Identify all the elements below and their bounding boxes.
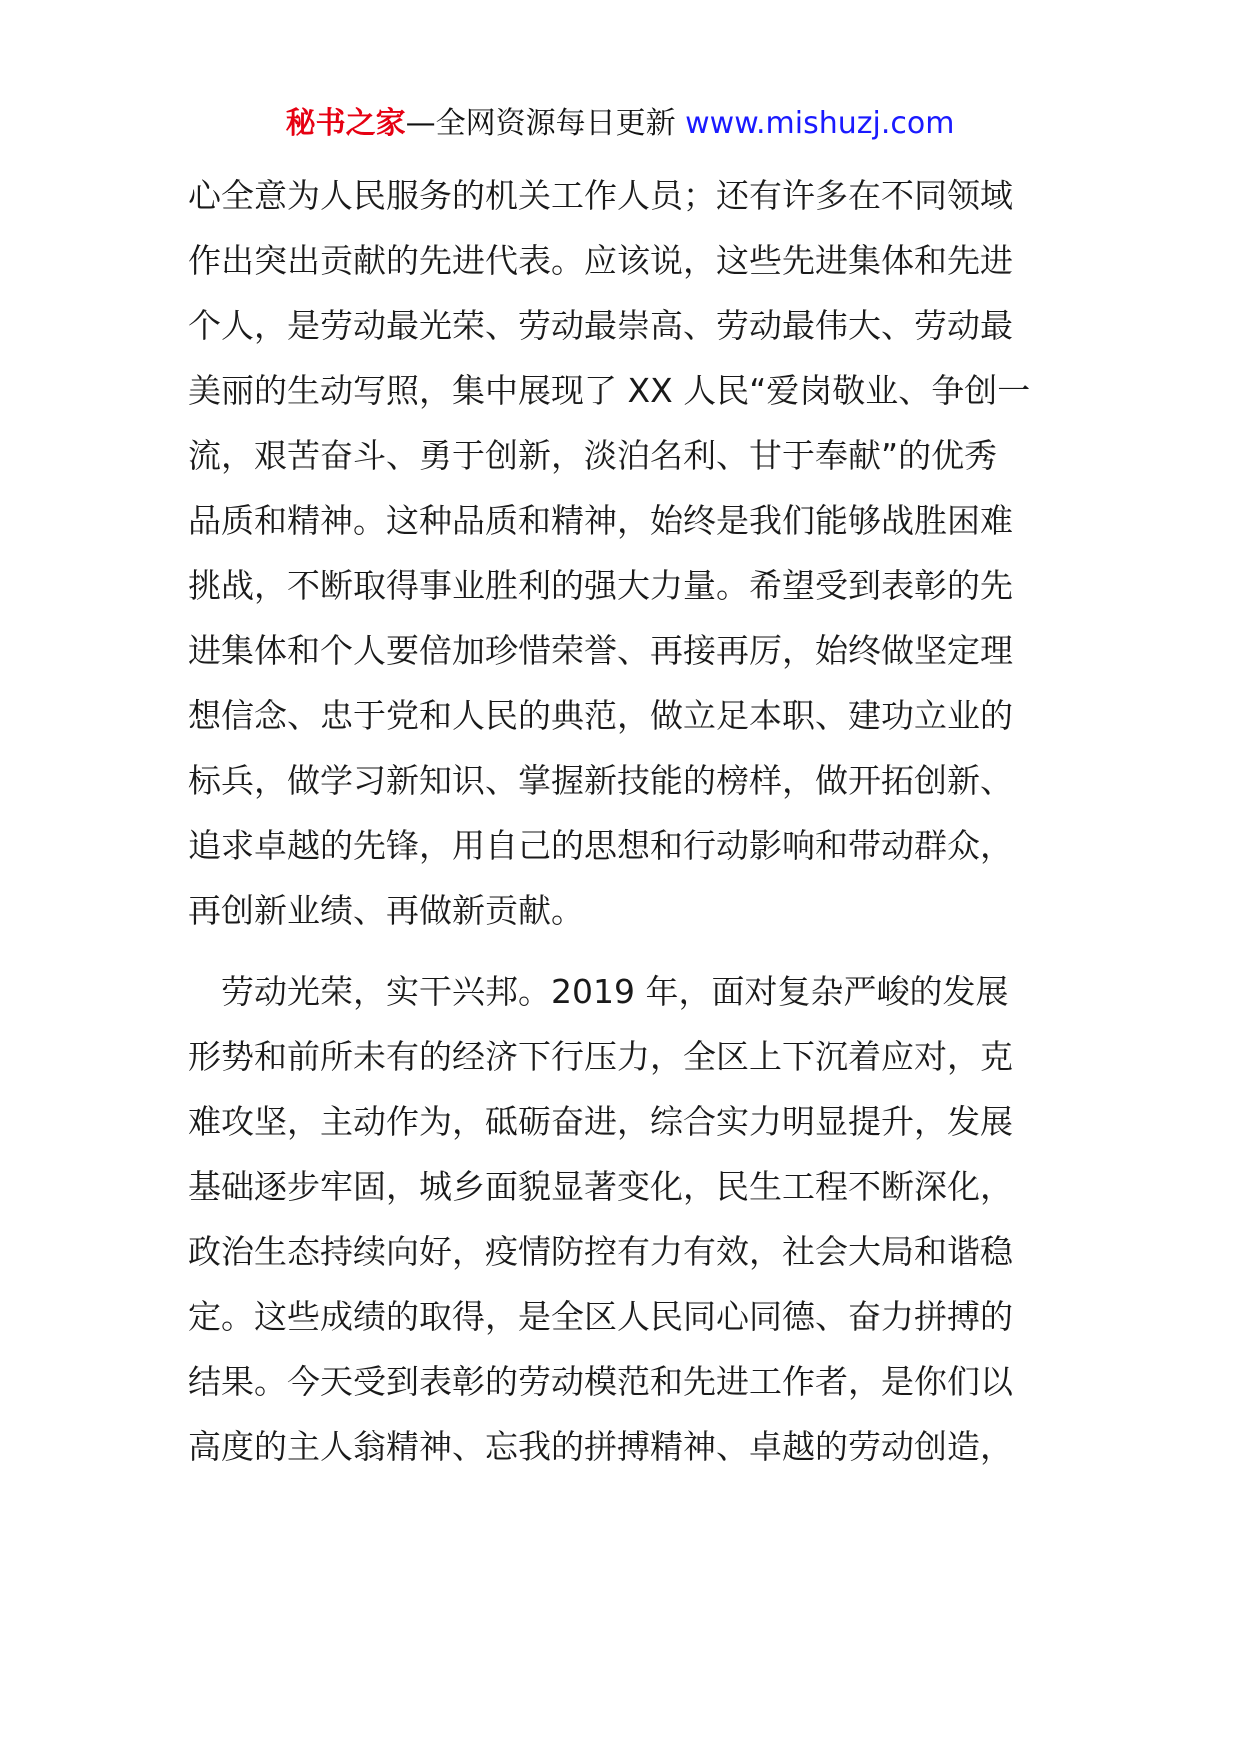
text-line: 高度的主人翁精神、忘我的拼搏精神、卓越的劳动创造， bbox=[188, 1427, 1013, 1466]
brand-name: 秘书之家 bbox=[285, 106, 406, 141]
text-line: 作出突出贡献的先进代表。应该说，这些先进集体和先进 bbox=[188, 241, 1013, 280]
text-line: 定。这些成绩的取得，是全区人民同心同德、奋力拼搏的 bbox=[188, 1297, 1013, 1336]
text-line: 结果。今天受到表彰的劳动模范和先进工作者，是你们以 bbox=[188, 1362, 1013, 1401]
document-body bbox=[188, 163, 1068, 1479]
text-line: 心全意为人民服务的机关工作人员；还有许多在不同领域 bbox=[188, 176, 1013, 215]
header-slogan: —全网资源每日更新 bbox=[405, 106, 676, 141]
text-line: 基础逐步牢固，城乡面貌显著变化，民生工程不断深化， bbox=[188, 1167, 1013, 1206]
text-line: 政治生态持续向好，疫情防控有力有效，社会大局和谐稳 bbox=[188, 1232, 1013, 1271]
text-line: 难攻坚，主动作为，砥砺奋进，综合实力明显提升，发展 bbox=[188, 1102, 1013, 1141]
text-line: 想信念、忠于党和人民的典范，做立足本职、建功立业的 bbox=[188, 696, 1013, 735]
text-line: 品质和精神。这种品质和精神，始终是我们能够战胜困难 bbox=[188, 501, 1013, 540]
paragraph-spacer bbox=[188, 943, 1068, 959]
paragraph bbox=[188, 959, 1068, 1479]
text-line: 流，艰苦奋斗、勇于创新，淡泊名利、甘于奉献”的优秀 bbox=[188, 436, 998, 475]
site-url-link[interactable]: www.mishuzj.com bbox=[685, 106, 955, 141]
text-line: 形势和前所未有的经济下行压力，全区上下沉着应对，克 bbox=[188, 1037, 1013, 1076]
paragraph bbox=[188, 163, 1068, 943]
text-line: 美丽的生动写照，集中展现了 XX 人民“爱岗敬业、争创一 bbox=[188, 371, 1031, 410]
text-line: 挑战，不断取得事业胜利的强大力量。希望受到表彰的先 bbox=[188, 566, 1013, 605]
text-line: 再创新业绩、再做新贡献。 bbox=[188, 891, 584, 930]
text-line: 标兵，做学习新知识、掌握新技能的榜样，做开拓创新、 bbox=[188, 761, 1013, 800]
page-header bbox=[0, 102, 1240, 146]
text-line: 进集体和个人要倍加珍惜荣誉、再接再厉，始终做坚定理 bbox=[188, 631, 1013, 670]
text-line: 追求卓越的先锋，用自己的思想和行动影响和带动群众， bbox=[188, 826, 1013, 865]
text-line: 个人，是劳动最光荣、劳动最崇高、劳动最伟大、劳动最 bbox=[188, 306, 1013, 345]
text-line: 劳动光荣，实干兴邦。2019 年，面对复杂严峻的发展 bbox=[188, 972, 1009, 1011]
